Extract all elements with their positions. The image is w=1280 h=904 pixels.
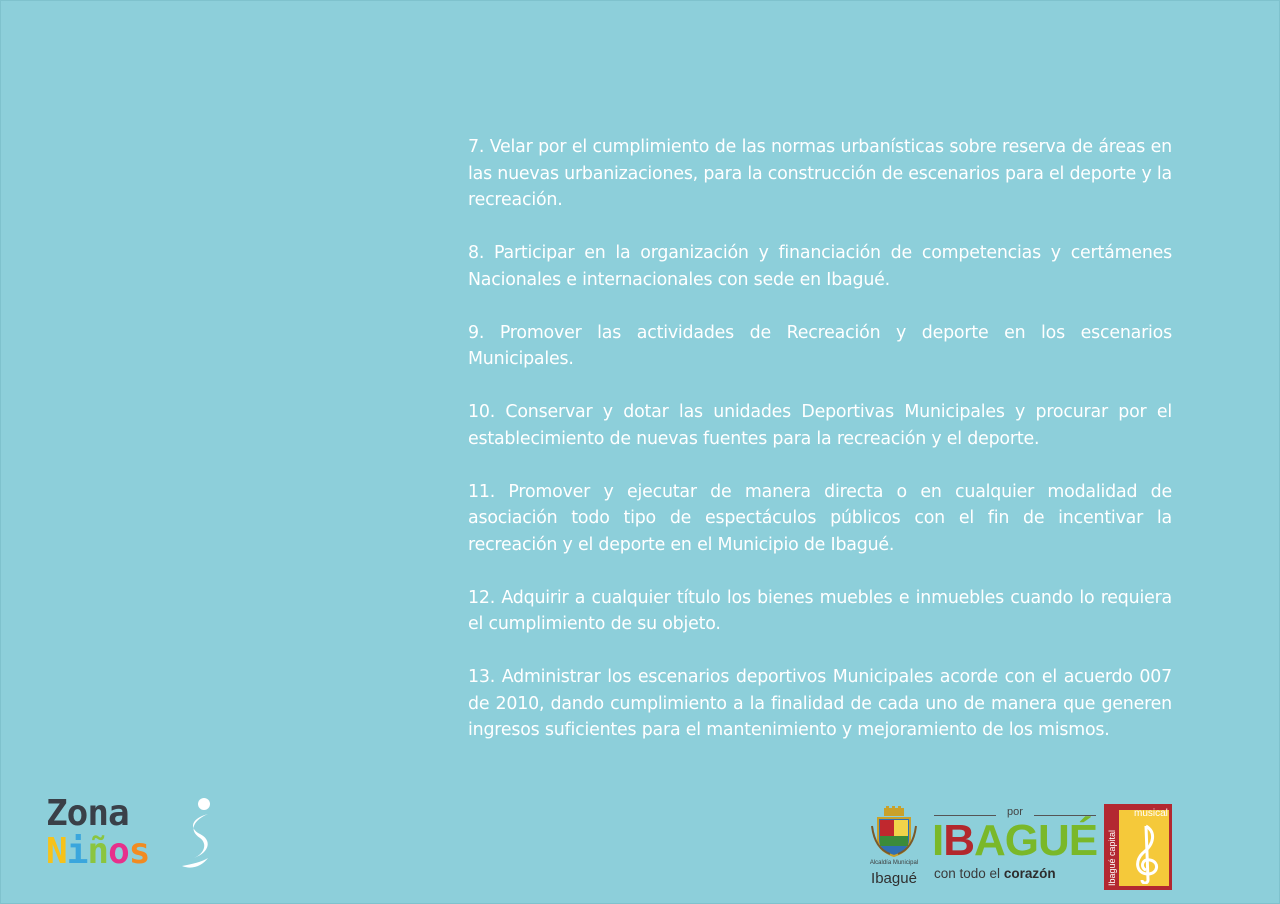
ibague-rest: AGUÉ [974,816,1098,865]
paragraph-11: 11. Promover y ejecutar de manera directa o en cualquier modalidad de asociación todo tipo de espectáculos públicos con el fin de incentivar la recreación y el deporte en el Municipio de Ibagué. [468,481,1172,555]
musical-label-wrap [1104,804,1172,890]
tagline [934,866,1098,881]
ibague-wordmark [932,818,1097,864]
paragraph-13: 13. Administrar los escenarios deportivos Municipales acorde con el acuerdo 007 de 2010, dando cumplimiento a la finalidad de cada uno de manera que generen ingresos suficientes para el mantenimiento y mejoramiento de los mismos. [468,667,1172,740]
ibague-i: I [932,816,944,865]
por-ibague-logo [930,806,1098,890]
ninos-letter: o [108,831,129,872]
zona-ninos-logo [46,793,226,876]
paragraph-7: 7. Velar por el cumplimiento de las normas urbanísticas sobre reserva de áreas en las nuevas urbanizaciones, para la construcción de escenarios para el deporte y la recreación. [468,137,1172,210]
document-body [468,134,1172,744]
ninos-letter: ñ [87,831,109,872]
heart-b-letter: B [943,816,975,865]
tagline-bold: corazón [1003,866,1056,881]
ninos-letter: i [66,831,88,872]
coat-of-arms-icon [870,806,918,858]
alcaldia-ibague-logo [866,806,922,890]
tagline-plain: con todo el [934,866,1004,881]
musical-label: musical [1134,808,1168,819]
ninos-letter: s [128,831,150,872]
por-label: por [1007,806,1023,818]
ninos-logo-word [46,831,150,872]
dancing-figure-icon [174,796,220,872]
alcaldia-subtitle: Alcaldía Municipal [869,860,919,866]
paragraph-9: 9. Promover las actividades de Recreación y deporte en los escenarios Municipales. [468,322,1172,369]
paragraph-10: 10. Conservar y dotar las unidades Deportivas Municipales y procurar por el establecimiento de nuevas fuentes para la recreación y el deporte. [468,402,1172,449]
ninos-letter: N [46,831,67,872]
capital-label: Ibagué capital [1107,829,1117,886]
alcaldia-name: Ibagué [871,870,917,887]
capital-musical-logo [1104,804,1172,890]
paragraph-8: 8. Participar en la organización y financiación de competencias y certámenes Nacionales e internacionales con sede en Ibagué. [468,243,1172,290]
paragraph-12: 12. Adquirir a cualquier título los bienes muebles e inmuebles cuando lo requiera el cumplimiento de su objeto. [468,587,1172,634]
zona-logo-word: Zona [46,793,129,834]
